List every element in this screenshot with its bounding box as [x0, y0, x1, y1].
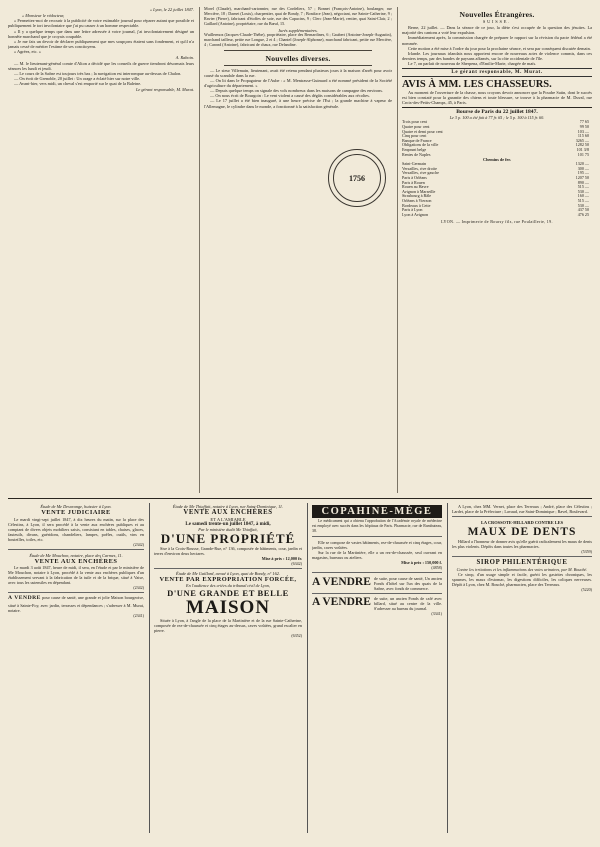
- foreign-news-paragraph: Irlande. Les journaux irlandais nous apportent encore de nouveaux actes de violence commis, dans ces derniers temps, par des bandes de paysans affamés, sur la côte occidentale de l'île.: [402, 50, 592, 62]
- chemin-label: Paris à Orléans: [402, 175, 427, 181]
- ad-text: Ce sirop, d'un usage simple et facile, guérit les gastrites chroniques, les spasmes, les maux d'estomac, les digestions difficiles, les coliques nerveuses. Dépôt à Lyon, chez M. Bouché, pharmacien, place des Terreaux.: [452, 571, 592, 587]
- chemin-value: 515 —: [577, 184, 589, 190]
- ad-title: VENTE PAR EXPROPRIATION FORCÉE,: [159, 575, 297, 583]
- news-paragraph: — Le sieur Villemain, lieutenant, avait été retenu pendant plusieurs jours à la maison d'arrêt pour avoir causé du scandale dans la rue.: [204, 67, 392, 78]
- rente-value: 103 —: [577, 128, 589, 134]
- rente-label: Cinq pour cent: [402, 133, 427, 139]
- column-2: [204, 7, 392, 493]
- chemin-label: Lyon à Avignon: [402, 211, 429, 217]
- chemin-label: Orléans à Vierzon: [402, 198, 432, 203]
- rente-value: 99 50: [579, 123, 589, 129]
- foreign-news-paragraph: Berne, 22 juillet. — Dans la séance de ce jour, la diète s'est occupée de la question des jésuites. La majorité des cantons a voté leur expulsion.: [402, 25, 592, 36]
- foreign-news-paragraph: Immédiatement après, la commission chargée de préparer le rapport sur la révision du pacte fédéral a été nommée.: [402, 35, 592, 46]
- ad-divider: [307, 503, 308, 833]
- ad-depots: [452, 503, 592, 517]
- nouvelles-diverses-heading: Nouvelles diverses.: [265, 53, 331, 63]
- letter-paragraph: « Je me fais un devoir de déclarer publiquement que mes soupçons étaient sans fondement, et qu'il n'a jamais cessé de mériter l'estime de ses concitoyens.: [8, 38, 194, 50]
- ad-big-title: D'UNE PROPRIÉTÉ: [160, 530, 296, 546]
- chemin-value: 530 —: [577, 202, 589, 208]
- ad-column-1: [8, 503, 144, 833]
- ad-text: Hillard a l'honneur de donner avis qu'elle guérit radicalement les maux de dents les plus violents. Dépôts dans toutes les pharmacies.: [452, 539, 592, 549]
- foreign-news-paragraph: Cette motion a été mise à l'ordre du jour pour la prochaine séance, et sera par conséquent discutée demain.: [408, 45, 591, 51]
- price-value: 150,000 f.: [424, 560, 442, 565]
- ad-title: VENTE JUDICIAIRE: [41, 509, 111, 516]
- ad-text: Le mardi 3 août 1847, heure de midi, il sera, en l'étude et par le ministère de Me Mouchon, notaire à Lyon, procédé à la vente aux enchères publiques d'un établissement servant à la fabrication de la tuile et de la brique, situé à Vaise, avec tous les ustensiles en dépendant.: [8, 565, 144, 586]
- rente-label: Trois pour cent: [402, 119, 427, 125]
- rente-value: 115 60: [577, 133, 589, 139]
- rente-value: 1282 50: [575, 142, 589, 148]
- column-1: [8, 7, 194, 493]
- ad-number: (2342): [133, 541, 144, 547]
- section-rule: [224, 50, 372, 51]
- news-paragraph: — On nous écrit de Bourgoin : Le vent violent a causé des dégâts considérables aux récoltes.: [210, 93, 370, 99]
- supplementary-jurors-heading: Jurés supplémentaires.: [278, 27, 318, 33]
- ad-vente-judiciaire: [8, 503, 144, 550]
- letter-paragraph: « Agréez, etc. »: [14, 49, 41, 55]
- ad-title: LA CROSSOTE-HILLARD CONTRE LES: [480, 520, 564, 525]
- chemin-label: Saint-Germain: [402, 161, 427, 167]
- rente-value: 3265 —: [575, 137, 589, 143]
- ad-column-2: [154, 503, 302, 833]
- ad-propriete: [154, 503, 302, 569]
- ad-number: (5220): [581, 586, 592, 592]
- country-subheading: SUISSE.: [482, 19, 512, 24]
- ad-number: (6342): [291, 560, 302, 566]
- supplementary-jurors-list: Wuillermoz (Jacques-Claude-Thèbe), propriétaire, place des Bernardines, 6 ; Gaubert (Antoine-Joseph-Augustin), marchand tailleur, petite rue Longue, 2 et 4 ; Chantel (Joseph-Alphonse), marchand fabricant, petite rue Mercière, 4 ; Carond (Antoine), fabricant de chaux, rue Delandine.: [204, 31, 392, 47]
- ad-divider: [447, 503, 448, 833]
- news-paragraph: — On écrit de Grenoble, 20 juillet : Un orage a éclaté hier sur notre ville.: [14, 76, 141, 82]
- ad-vente-encheres: [8, 552, 144, 594]
- ad-title: VENTE AUX ENCHÈRES: [183, 509, 273, 516]
- chemin-value: 1207 50: [575, 175, 589, 181]
- rente-value: 77 65: [579, 119, 589, 125]
- ad-text: Elle se compose de vastes bâtiments, rez-de-chaussée et cinq étages, cour, jardin, caves voûtées.: [312, 540, 442, 550]
- ad-subtitle: ET A L'AMIABLE: [210, 516, 246, 522]
- letter-signature: A. Raboin.: [175, 55, 194, 61]
- rente-label: Quatre pour cent: [402, 123, 430, 129]
- rente-label: Quatre et demi pour cent: [402, 128, 443, 134]
- news-paragraph: — On lit dans le Propagateur de l'Aube : « M. Mentrasse-Guimard a été nommé président de la Société d'agriculture du département. »: [204, 77, 392, 88]
- rente-value: 101 3/8: [576, 146, 589, 152]
- rente-label: Obligations de la ville: [402, 142, 439, 148]
- ad-maison-continued: [312, 539, 442, 573]
- ad-a-vendre-cafe: [312, 596, 442, 616]
- gerant-line: Le gérant responsable, M. Murat.: [402, 68, 592, 76]
- letter-paragraph: « Il y a quelque temps que dans une lettre adressée à votre journal, j'ai involontairement désigné un honnête marchand que je croyais coupable.: [8, 28, 194, 39]
- chemin-label: Versailles, rive gauche: [402, 170, 439, 176]
- ad-maison: [154, 571, 302, 639]
- chemin-value: 476 25: [577, 211, 589, 217]
- ad-text: Le mardi vingt-sept juillet 1847, à dix heures du matin, sur la place des Célestins, à Lyon, il sera procédé à la vente aux enchères publiques et au comptant de divers objets mobiliers saisis, consistant en tables, chaises, glaces, fauteuils, divans, guéridons, chandeliers, lampes, poêles, outils, vins en bouteilles, toiles, etc.: [8, 516, 144, 542]
- advertisements-section: [8, 503, 592, 833]
- avis-chasseurs-text: Au moment de l'ouverture de la chasse, nous croyons devoir annoncer que la Poudre Satin, dont le succès est bien constaté pour la garantie des chiens et toute blessure, se trouve à la pharmacie de M. Duval, rue Croix-des-Petits-Champs, 45, à Paris.: [402, 89, 592, 105]
- rente-label: Rentes de Naples: [402, 151, 431, 157]
- ad-number: (5359): [581, 549, 592, 554]
- rentes-table: [402, 120, 592, 157]
- letter-paragraph: « Permettez-moi de recourir à la publicité de votre estimable journal pour réparer autant que possible et publiquement le tort involontaire que j'ai pu causer à un homme respectable.: [8, 18, 194, 29]
- tax-stamp-seal: [328, 149, 386, 207]
- rente-value: 101 75: [577, 151, 589, 157]
- ad-number: (3341): [431, 611, 442, 616]
- chemin-label: Avignon à Marseille: [402, 188, 436, 194]
- chemin-value: 160 —: [577, 193, 589, 199]
- rente-label: Banque de France: [402, 137, 432, 143]
- ad-text: A Lyon, chez MM. Vernet, place des Terreaux ; André, place des Célestins ; Lardet, place de la Préfecture ; Lavaud, rue Saint-Dominique ; Ravel, Boulevard.: [452, 504, 592, 514]
- newspaper-page: [8, 7, 592, 833]
- ad-text: Le médicament qui a obtenu l'approbation de l'Académie royale de médecine est employé avec succès dans les hôpitaux de Paris. Pharmacie, rue de Rambuteau, 38.: [312, 519, 442, 533]
- news-paragraph: — Depuis quelque temps on signale des vols nombreux dans les maisons de campagne des environs.: [210, 88, 384, 94]
- ad-copahine: [312, 503, 442, 537]
- chemin-value: 1320 —: [575, 161, 589, 167]
- chemin-label: Paris à Rouen: [402, 179, 425, 185]
- chemins-table: [402, 162, 592, 217]
- ad-subtitle: Contre les irritations et les inflammations des voies urinaires, par M. Bouché.: [456, 566, 588, 572]
- price-value: 12,000 fr.: [285, 555, 302, 561]
- ad-text: Sise à la Croix-Rousse, Grande-Rue, n° 136, composée de bâtiments, cour, jardin et terres d'environ deux hectares.: [154, 545, 302, 556]
- nouvelles-etrangeres-heading: Nouvelles Étrangères.: [459, 10, 535, 19]
- salutation: « Monsieur le rédacteur,: [22, 13, 65, 19]
- chemin-label: Strasbourg à Bâle: [402, 193, 432, 199]
- price-label: Mise à prix :: [401, 560, 424, 565]
- column-divider: [397, 7, 398, 493]
- chemin-value: 890 —: [577, 179, 589, 185]
- chemin-label: Rouen au Havre: [402, 184, 429, 190]
- a-vendre-title: A VENDRE: [8, 595, 41, 602]
- column-3: [402, 7, 592, 493]
- ad-column-3: [312, 503, 442, 833]
- etude-line: Étude de Me Mouchon, notaire, place des Carmes, 11.: [29, 552, 123, 558]
- ad-number: (2342): [133, 585, 144, 591]
- chemin-value: 515 —: [577, 198, 589, 203]
- seal-center: [333, 154, 381, 202]
- dateline: « Lyon, le 22 juillet 1847.: [149, 7, 194, 12]
- ad-a-vendre-hotel: [312, 575, 442, 594]
- ad-big-title: MAUX DE DENTS: [467, 526, 577, 538]
- ad-divider: [149, 503, 150, 833]
- news-paragraph: — Le cours de la Saône est toujours très bas ; la navigation est interrompue au-dessus de Chalon.: [14, 70, 182, 76]
- price-label: Mise à prix :: [261, 555, 285, 561]
- a-vendre-title: A VENDRE: [312, 596, 371, 608]
- chemin-value: 530 —: [577, 188, 589, 194]
- ad-text: Située à Lyon, à l'angle de la place de la Martinière et de la rue Sainte-Catherine, composée de rez-de-chaussée et cinq étages au-dessus, caves voûtées, grand escalier en pierre.: [154, 618, 302, 634]
- ad-number: (2341): [133, 612, 144, 618]
- foreign-news-paragraph: Le 7, on parlait de nouveau de Sherpena, d'Emilie-Marie, chargée de maïs.: [408, 61, 537, 67]
- table-row: [402, 213, 592, 218]
- ad-huge-title: MAISON: [185, 597, 271, 619]
- chemin-label: Paris à Lyon: [402, 207, 423, 213]
- ad-text: de suite, pour cause de santé, Un ancien Fonds d'hôtel sur l'un des quais de la Saône, avec fonds de commerce.: [373, 576, 442, 591]
- chemin-value: 195 —: [577, 170, 589, 176]
- bourse-summary: Le 3 p. 100 a été fait à 77 fr. 65 ; le 5 p. 100 à 115 fr. 60.: [449, 115, 545, 121]
- seal-year: 1756: [349, 173, 365, 183]
- editor-signature: Le gérant responsable, M. Murat.: [136, 87, 194, 93]
- ad-sirop: [452, 559, 592, 592]
- rente-label: Emprunt belge: [402, 146, 427, 152]
- news-section: [8, 7, 592, 495]
- news-paragraph: — Le 17 juillet a été bien inauguré, à une heure précise de l'Est ; la grande machine à vapeur de l'Allemagne, le cylindre dans le monde, a fonctionné à la satisfaction générale.: [204, 98, 392, 109]
- ad-date: Le samedi trente-un juillet 1847, à midi,: [185, 521, 271, 527]
- ad-par: Par le ministère dudit Me Thiaffait,: [198, 526, 258, 532]
- etude-line: Étude de Me Gaillard, avoué à Lyon, quai de Bondy, n° 162.: [176, 570, 280, 576]
- ad-number: (4858): [431, 565, 442, 570]
- ad-number: (6352): [291, 633, 302, 639]
- ad-text: de suite, un ancien Fonds de café avec billard, situé au centre de la ville. S'adresser au bureau du journal.: [373, 596, 442, 611]
- ad-column-4: [452, 503, 592, 833]
- news-paragraph: — Avant-hier, vers midi, un cheval s'est emporté sur le quai de la Baleine.: [14, 81, 142, 87]
- ad-title: VENTE AUX ENCHÈRES: [34, 557, 118, 565]
- avis-chasseurs-title: AVIS À MM. LES CHASSEURS.: [402, 78, 552, 90]
- chemin-label: Bordeaux à Cette: [402, 202, 431, 208]
- news-paragraph: — M. le lieutenant-général comte d'Alton a décidé que les conseils de guerre tiendront désormais leurs séances les lundi et jeudi.: [8, 60, 194, 71]
- ad-big-title: D'UNE GRANDE ET BELLE: [167, 588, 289, 599]
- copahine-banner: COPAHINE-MÈGE: [312, 505, 442, 518]
- ad-maux-de-dents: [452, 519, 592, 557]
- printer-line: LYON. — Imprimerie de Boursy fils, rue Poulaillerie, 19.: [441, 219, 553, 225]
- chemin-label: Versailles, rive droite: [402, 165, 437, 171]
- ad-title: SIROP PHILENTÉRIQUE: [476, 559, 568, 566]
- ad-text: Sur la rue de la Martinière, elle a un rez-de-chaussée, seul ouvrant en magasins, bureaux ou ateliers.: [312, 550, 442, 560]
- ads-separator: [8, 498, 592, 499]
- chemin-value: 437 50: [577, 207, 589, 213]
- bourse-title: Bourse de Paris du 22 juillet 1847.: [456, 109, 538, 116]
- section-rule: [224, 65, 372, 66]
- a-vendre-title: A VENDRE: [312, 576, 371, 588]
- ad-a-vendre: [8, 595, 144, 618]
- column-divider: [199, 7, 200, 493]
- chemins-heading: Chemins de fer.: [483, 157, 511, 163]
- etude-line: Étude de Me Desorange, huissier à Lyon.: [40, 504, 112, 509]
- bourse-rule: [402, 107, 592, 108]
- jury-list: Morel (Claude), marchand-cartonnier, rue des Cordeliers, 57 ; Bonnet (François-Antoine), boulanger, rue Mercière, 18 ; Darnet (Louis), charpentier, quai de Bondy, 7 ; Boniface (Jean), négociant, rue Sainte-Catherine, 9 ; Ravier (Pierre), fabricant d'étoffes de soie, rue des Capucins, 9 ; Clerc (Jean-Marie), rentier, quai Saint-Clair, 2 ; Gaillard (Antoine), propriétaire, rue du Bœuf, 15.: [204, 7, 392, 26]
- ad-text: pour cause de santé, une grande et jolie Maison bourgeoise, situé à Sainte-Foy, avec jardin, terrasses et dépendances ; s'adresser à M. Murat, notaire.: [8, 595, 144, 613]
- etude-line: Étude de Me Thiaffait, notaire à Lyon, rue Saint-Dominique, 11.: [172, 504, 284, 509]
- chemin-value: 300 —: [577, 165, 589, 171]
- ad-subtitle: En l'audience des criées du tribunal civil de Lyon,: [186, 583, 270, 589]
